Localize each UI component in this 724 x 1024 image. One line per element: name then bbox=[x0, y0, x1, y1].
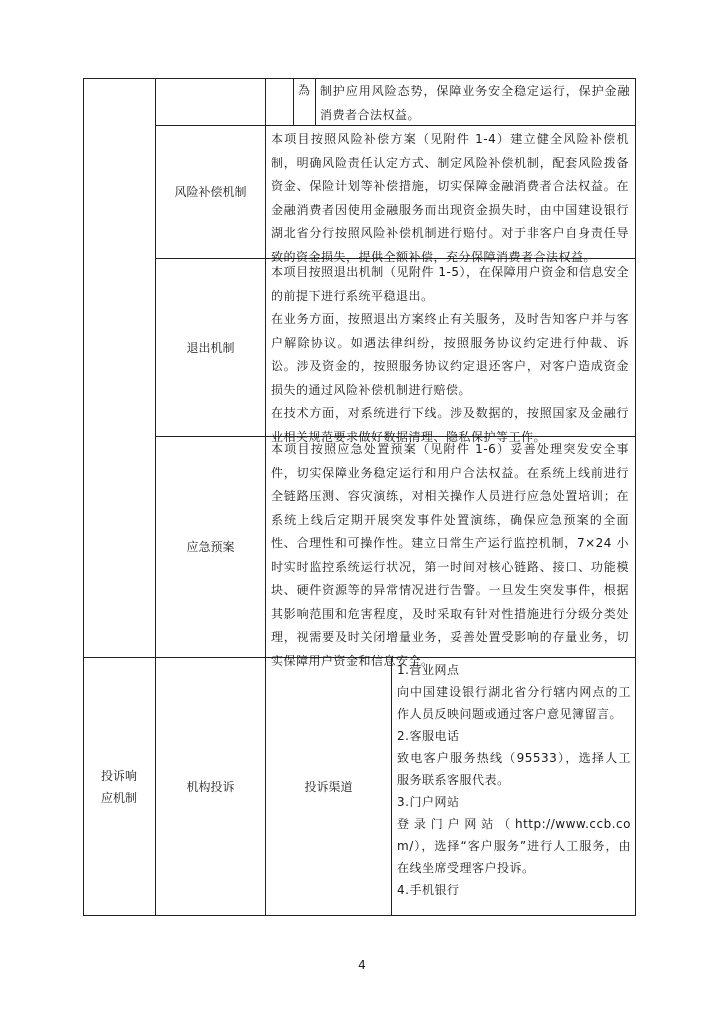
risk-compensation-label: 风险补偿机制 bbox=[174, 185, 247, 199]
list-item: 向中国建设银行湖北省分行辖内网点的工作人员反映问题或通过客户意见簿留言。 bbox=[397, 685, 631, 721]
list-item: 3.门户网站 bbox=[397, 795, 460, 809]
list-item: 2.客服电话 bbox=[397, 729, 460, 743]
table-border-bottom bbox=[83, 915, 635, 916]
row0-glyph: 為 bbox=[297, 83, 310, 97]
risk-compensation-text: 本项目按照风险补偿方案（见附件 1-4）建立健全风险补偿机制，明确风险责任认定方式、制定风险补偿机制，配套风险拨备资金、保险计划等补偿措施，切实保障金融消费者合法权益。在金融消费者因使用金融服务而出现资金损失时，由中国建设银行湖北省分行按照风险补偿机制进行赔付。对于非客户自身责任导致的资金损失，提供全额补偿，充分保障消费者合法权益。 bbox=[271, 132, 629, 264]
complaint-channel-label: 投诉渠道 bbox=[304, 779, 353, 794]
exit-paragraph-1: 本项目按照退出机制（见附件 1-5），在保障用户资金和信息安全的前提下进行系统平稳退出。 bbox=[271, 265, 629, 303]
exit-paragraph-3: 在技术方面，对系统进行下线。涉及数据的，按照国家及金融行业相关规范要求做好数据清理、隐私保护等工作。 bbox=[271, 406, 629, 444]
column-divider bbox=[265, 78, 266, 125]
list-item: 致电客户服务热线（95533），选择人工服务联系客服代表。 bbox=[397, 751, 631, 787]
exit-mechanism-text bbox=[271, 261, 629, 449]
column-divider bbox=[265, 125, 266, 657]
exit-mechanism-label: 退出机制 bbox=[186, 340, 235, 355]
exit-paragraph-2: 在业务方面，按照退出方案终止有关服务，及时告知客户并与客户解除协议。如遇法律纠纷，按照服务协议约定进行仲裁、诉讼。涉及资金的，按照服务协议约定退还客户，对客户造成资金损失的通过风险补偿机制进行赔偿。 bbox=[271, 312, 629, 397]
page-number: 4 bbox=[358, 958, 366, 972]
row0-text: 制护应用风险态势，保障业务安全稳定运行，保护金融消费者合法权益。 bbox=[320, 84, 630, 122]
table-border-left bbox=[83, 78, 84, 916]
column-divider bbox=[315, 78, 316, 125]
complaint-category-label: 投诉响应机制 bbox=[100, 768, 137, 805]
list-item: 登录门户网站（http://www.ccb.com/），选择“客户服务”进行人工服务，由在线坐席受理客户投诉。 bbox=[397, 817, 631, 875]
table-border-right bbox=[635, 78, 636, 916]
table-border-top bbox=[83, 78, 635, 79]
list-item: 4.手机银行 bbox=[397, 883, 460, 897]
column-divider bbox=[391, 657, 392, 916]
complaint-subcategory-label: 机构投诉 bbox=[186, 779, 235, 794]
emergency-plan-label: 应急预案 bbox=[186, 540, 235, 554]
list-item: 1.营业网点 bbox=[397, 663, 460, 677]
complaint-channel-list bbox=[397, 659, 631, 901]
emergency-plan-text: 本项目按照应急处置预案（见附件 1-6）妥善处理突发安全事件，切实保障业务稳定运行和用户合法权益。在系统上线前进行全链路压测、容灾演练，对相关操作人员进行应急处置培训；在系统上线后定期开展突发事件处置演练，确保应急预案的全面性、合理性和可操作性。建立日常生产运行监控机制，7×24 小时实时监控系统运行状况，第一时间对核心链路、接口、功能模块、硬件资源等的异常情况进行告警。一旦发生突发事件，根据其影响范围和危害程度，及时采取有针对性措施进行分级分类处理，视需要及时关闭增量业务，妥善处置受影响的存量业务，切实保障用户资金和信息安全。 bbox=[271, 442, 629, 668]
